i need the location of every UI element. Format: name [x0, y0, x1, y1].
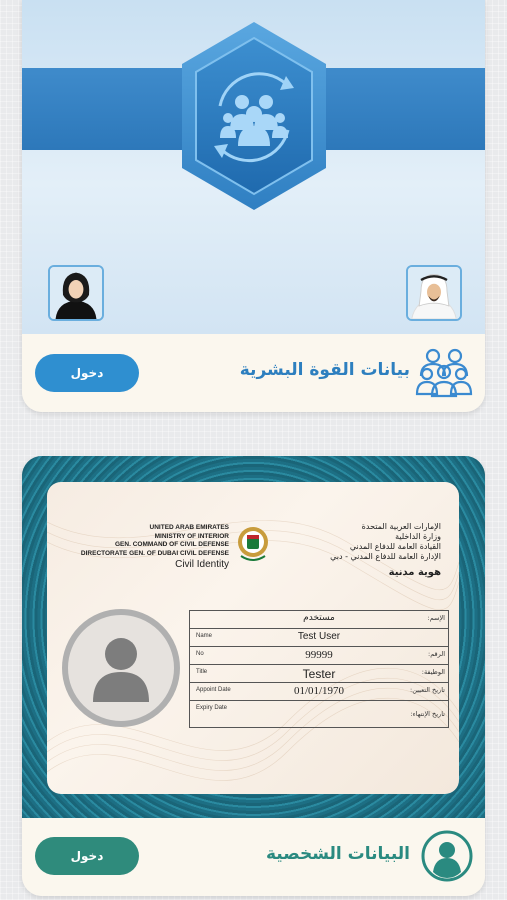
field-value-number: 99999: [305, 649, 333, 661]
header-ar-line2: وزارة الداخلية: [395, 532, 441, 541]
header-en-line3: GEN. COMMAND OF CIVIL DEFENSE: [115, 541, 229, 548]
header-ar-line1: الإمارات العربية المتحدة: [361, 522, 441, 531]
field-label-ar-expiry-date: تاريخ الإنتهاء:: [410, 710, 445, 718]
field-label-ar-number: الرقم:: [428, 650, 445, 658]
personal-card-title: البيانات الشخصية: [265, 844, 410, 864]
english-header: [81, 524, 229, 570]
field-row-name: [190, 629, 448, 647]
arabic-header: [271, 522, 441, 578]
header-en-line1: UNITED ARAB EMIRATES: [149, 524, 229, 531]
field-row-expiry-date: [190, 701, 448, 727]
field-label-ar-appoint-date: تاريخ التعيين:: [410, 686, 445, 694]
hr-login-button[interactable]: دخول: [35, 354, 139, 392]
personal-login-button[interactable]: دخول: [35, 837, 139, 875]
hr-hexagon-icon: [178, 18, 330, 214]
civil-identity-ar-label: هوية مدنية: [388, 567, 441, 578]
male-avatar[interactable]: [406, 265, 462, 321]
field-value-name-ar: مستخدم: [303, 613, 335, 623]
field-value-name: Test User: [297, 631, 341, 642]
field-label-title: Title: [196, 669, 208, 675]
field-label-ar-name: الإسم:: [427, 614, 445, 622]
personal-data-card[interactable]: [22, 456, 485, 896]
field-label-number: No: [196, 651, 204, 657]
header-ar-line3: القيادة العامة للدفاع المدني: [349, 542, 441, 551]
uae-emblem-icon: [235, 522, 271, 564]
field-row-title: [190, 665, 448, 683]
female-avatar[interactable]: [48, 265, 104, 321]
field-label-ar-title: الوظيفة:: [421, 668, 445, 676]
hr-card-title: بيانات القوة البشرية: [239, 360, 410, 380]
person-circle-icon: [421, 830, 473, 882]
field-value-appoint-date: 01/01/1970: [293, 685, 345, 697]
hr-data-card[interactable]: [22, 0, 485, 412]
header-en-line2: MINISTRY OF INTERIOR: [154, 532, 229, 540]
field-row-number: [190, 647, 448, 665]
field-value-title: Tester: [302, 667, 336, 681]
header-ar-line4: الإدارة العامة للدفاع المدني - دبي: [330, 552, 441, 561]
hr-hero-banner: [22, 0, 485, 334]
id-photo-placeholder: [59, 606, 183, 730]
header-en-line4: DIRECTORATE GEN. OF DUBAI CIVIL DEFENSE: [80, 549, 229, 557]
card-pattern-background: [22, 456, 485, 818]
field-label-name: Name: [196, 633, 213, 639]
civil-identity-label: Civil Identity: [175, 559, 229, 570]
field-label-expiry-date: Expiry Date: [196, 705, 228, 711]
civil-id-card: [47, 482, 459, 794]
people-group-icon: [415, 344, 473, 398]
field-label-appoint-date: Appoint Date: [196, 687, 231, 693]
hr-card-footer: [22, 334, 485, 412]
field-row-name-ar: [190, 611, 448, 629]
personal-card-footer: [22, 818, 485, 896]
